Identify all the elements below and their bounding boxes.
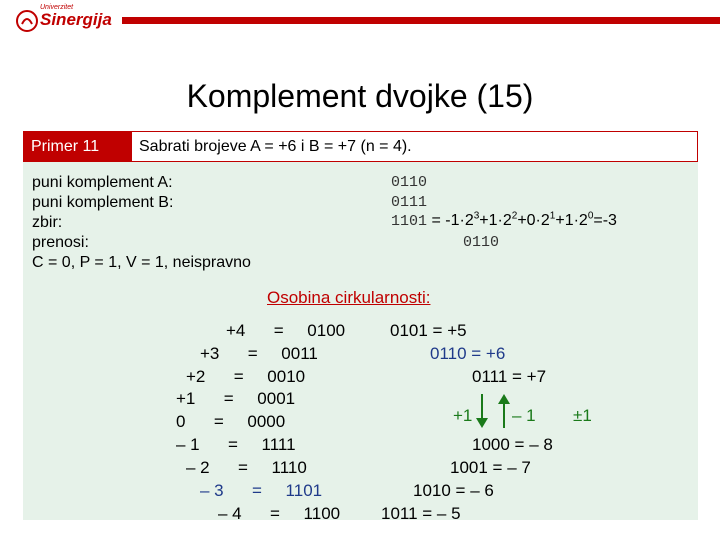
row-1001: 1001 = – 7 [450,458,531,477]
row-minus4: – 4 = 1100 [218,504,341,523]
label-sum: zbir: [32,214,63,231]
label-carries: prenosi: [32,234,89,251]
example-label: Primer 11 [23,131,131,162]
header-bar [122,17,720,24]
down-arrow-icon [475,392,489,430]
section-heading: Osobina cirkularnosti: [267,288,431,307]
row-0110: 0110 = +6 [430,344,506,363]
row-minus2: – 2 = 1110 [186,458,307,477]
value-sum: 1101 [391,213,428,230]
label-complement-a: puni komplement A: [32,174,173,191]
slide-title: Komplement dvojke (15) [186,78,534,114]
value-a: 0110 [391,174,428,191]
example-text: Sabrati brojeve A = +6 i B = +7 (n = 4). [131,131,698,162]
row-1010: 1010 = – 6 [413,481,494,500]
logo-name: Sinergija [40,10,112,29]
logo-small-text: Univerzitet [40,4,74,11]
up-arrow-icon [497,392,511,430]
row-plus1: +1 = 0001 [176,389,296,408]
value-carries: 0110 [463,234,500,251]
row-plus3: +3 = 0011 [200,344,318,363]
row-plus2: +2 = 0010 [186,367,306,386]
sum-line [391,212,617,230]
row-1011: 1011 = – 5 [381,504,461,523]
logo-mark-icon [16,10,38,32]
label-complement-b: puni komplement B: [32,194,174,211]
row-plus4: +4 = 0100 [226,321,346,340]
plus-minus-one-annotation: ±1 [573,406,592,425]
plus-one-annotation: +1 [453,406,473,425]
row-0111: 0111 = +7 [472,367,547,386]
university-logo [12,4,122,38]
row-1000: 1000 = – 8 [472,435,553,454]
label-flags: C = 0, P = 1, V = 1, neispravno [32,254,251,271]
row-0101: 0101 = +5 [390,321,467,340]
row-minus3: – 3 = 1101 [200,481,323,500]
sum-expression: = $-1\cdot 2^3+1\cdot 2^2+0\cdot 2^1+1\cdot 2^0=-3$ [431,210,617,229]
value-b: 0111 [391,194,428,211]
row-zero: 0 = 0000 [176,412,286,431]
minus-one-annotation: – 1 [512,406,536,425]
row-minus1: – 1 = 1111 [176,435,296,454]
